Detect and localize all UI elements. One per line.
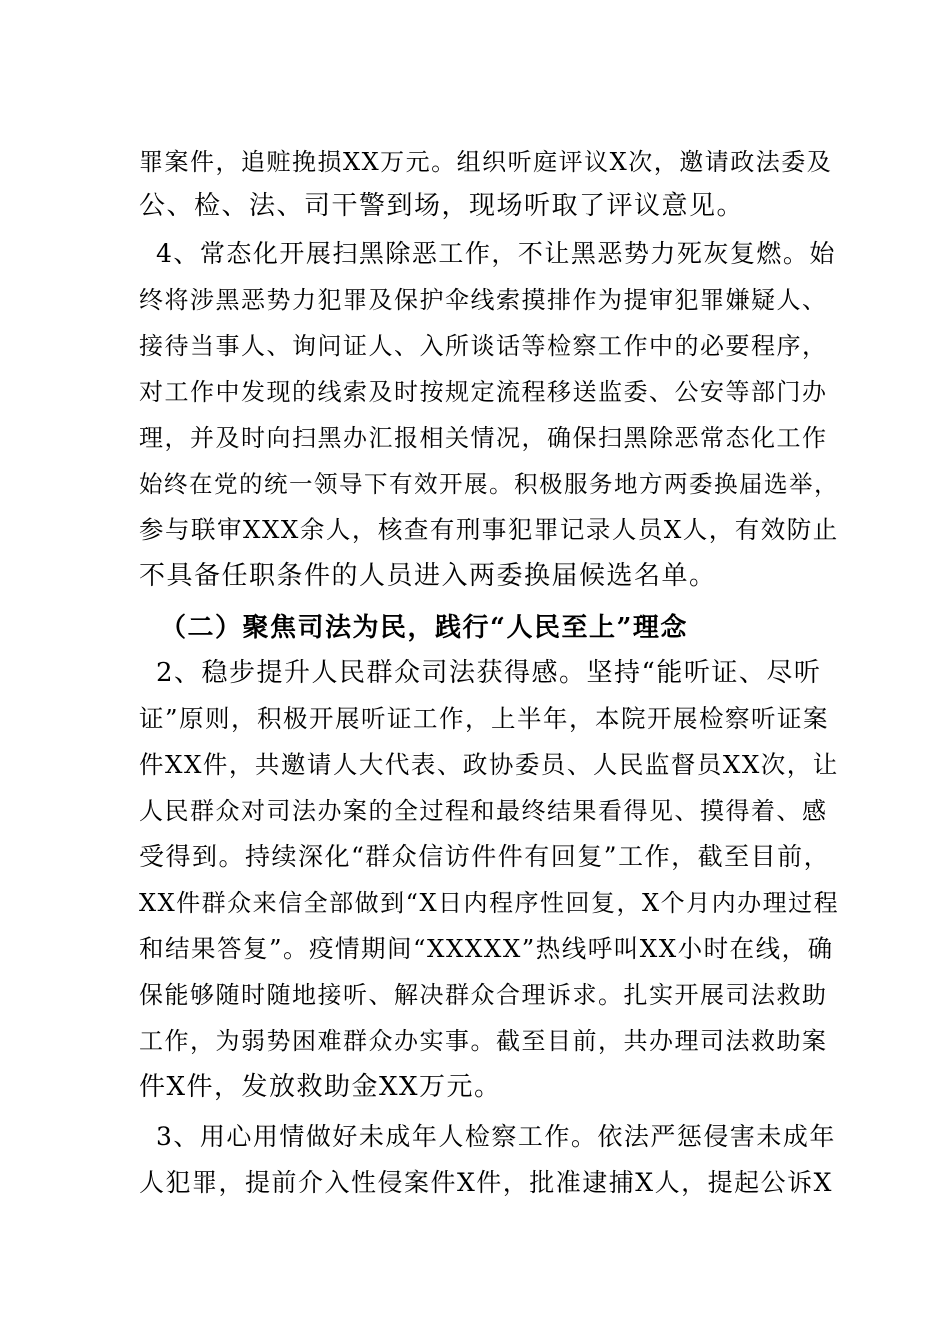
text-line: 受得到。持续深化“群众信访件件有回复”工作，截至目前，: [139, 842, 831, 871]
text-line: 人犯罪，提前介入性侵案件X件，批准逮捕X人，提起公诉X: [139, 1168, 833, 1197]
text-line: 对工作中发现的线索及时按规定流程移送监委、公安等部门办: [139, 378, 828, 406]
section-heading: （二）聚焦司法为民，践行“人民至上”理念: [160, 613, 688, 643]
text-line: 接待当事人、询问证人、入所谈话等检察工作中的必要程序，: [139, 332, 828, 360]
text-line: 罪案件，追赃挽损XX万元。组织听庭评议X次，邀请政法委及: [139, 148, 833, 176]
text-line: 件X件，发放救助金XX万元。: [139, 1072, 502, 1102]
text-line: 工作，为弱势困难群众办实事。截至目前，共办理司法救助案: [139, 1027, 828, 1055]
text-line: XX件群众来信全部做到“X日内程序性回复，X个月内办理过程: [139, 889, 840, 917]
text-line: 始终在党的统一领导下有效开展。积极服务地方两委换届选举，: [139, 470, 839, 498]
text-line: 参与联审XXX余人，核查有刑事犯罪记录人员X人，有效防止: [139, 515, 839, 544]
paragraph-start-line: 2、稳步提升人民群众司法获得感。坚持“能听证、尽听: [156, 658, 822, 688]
paragraph-start-line: 4、常态化开展扫黑除恶工作，不让黑恶势力死灰复燃。始: [156, 239, 836, 268]
text-line: 不具备任职条件的人员进入两委换届候选名单。: [139, 561, 717, 591]
text-line: 理，并及时向扫黑办汇报相关情况，确保扫黑除恶常态化工作: [139, 424, 828, 452]
text-line: 证”原则，积极开展听证工作，上半年，本院开展检察听证案: [139, 704, 830, 733]
text-line: 人民群众对司法办案的全过程和最终结果看得见、摸得着、感: [139, 797, 828, 825]
text-line: 和结果答复”。疫情期间“XXXXX”热线呼叫XX小时在线，确: [139, 934, 834, 963]
text-line: 保能够随时随地接听、解决群众合理诉求。扎实开展司法救助: [139, 981, 828, 1009]
paragraph-start-line: 3、用心用情做好未成年人检察工作。依法严惩侵害未成年: [156, 1122, 836, 1151]
text-line: 件XX件，共邀请人大代表、政协委员、人民监督员XX次，让: [139, 750, 839, 779]
text-line: 公、检、法、司干警到场，现场听取了评议意见。: [139, 191, 745, 221]
text-line: 终将涉黑恶势力犯罪及保护伞线索摸排作为提审犯罪嫌疑人、: [139, 286, 828, 314]
